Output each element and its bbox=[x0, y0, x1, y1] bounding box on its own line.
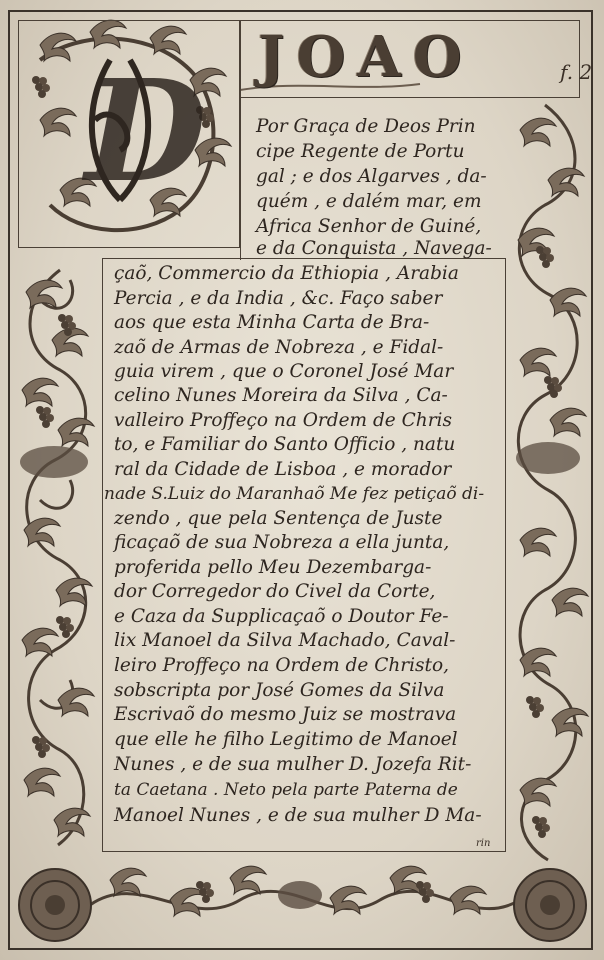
text-line: Africa Senhor de Guiné, bbox=[256, 216, 482, 237]
text-line: ficaçaõ de sua Nobreza a ella junta, bbox=[114, 532, 450, 553]
text-line: to, e Familiar do Santo Officio , natu bbox=[114, 434, 456, 455]
text-line: quém , e dalém mar, em bbox=[256, 191, 482, 212]
text-line: lix Manoel da Silva Machado, Caval- bbox=[114, 630, 456, 651]
initial-letter: D bbox=[85, 50, 207, 214]
text-line: gal ; e dos Algarves , da- bbox=[256, 166, 487, 187]
catchword: rin bbox=[476, 838, 491, 849]
text-line: Por Graça de Deos Prin bbox=[256, 116, 476, 137]
text-line: ta Caetana . Neto pela parte Paterna de bbox=[114, 780, 458, 800]
text-line: leiro Proffeço na Ordem de Christo, bbox=[114, 655, 450, 676]
text-line: celino Nunes Moreira da Silva , Ca- bbox=[114, 385, 448, 406]
text-line: sobscripta por José Gomes da Silva bbox=[114, 680, 445, 701]
text-line: que elle he filho Legitimo de Manoel bbox=[114, 729, 458, 750]
text-line: cipe Regente de Portu bbox=[256, 141, 465, 162]
text-line: dor Corregedor do Civel da Corte, bbox=[114, 581, 436, 602]
text-line: Escrivaõ do mesmo Juiz se mostrava bbox=[114, 704, 457, 725]
text-line: valleiro Proffeço na Ordem de Chris bbox=[114, 410, 452, 431]
text-line: Manoel Nunes , e de sua mulher D Ma- bbox=[114, 805, 482, 826]
text-line: Nunes , e de sua mulher D. Jozefa Rit- bbox=[114, 754, 472, 775]
folio-number: f. 2 bbox=[560, 60, 593, 84]
page-title: JOAO bbox=[258, 24, 474, 90]
text-line: çaõ, Commercio da Ethiopia , Arabia bbox=[114, 263, 459, 284]
text-line: aos que esta Minha Carta de Bra- bbox=[114, 312, 430, 333]
text-line: ral da Cidade de Lisboa , e morador bbox=[114, 459, 452, 480]
text-line: guia virem , que o Coronel José Mar bbox=[114, 361, 454, 382]
text-line: zendo , que pela Sentença de Juste bbox=[114, 508, 443, 529]
text-line: nade S.Luiz do Maranhaõ Me fez petiçaõ di- bbox=[104, 484, 485, 504]
text-line: zaõ de Armas de Nobreza , e Fidal- bbox=[114, 337, 444, 358]
text-line: e da Conquista , Navega- bbox=[256, 238, 492, 259]
text-line: proferida pello Meu Dezembarga- bbox=[114, 557, 432, 578]
text-line: e Caza da Supplicaçaõ o Doutor Fe- bbox=[114, 606, 449, 627]
initial-letter-box bbox=[18, 20, 240, 248]
text-line: Percia , e da India , &c. Faço saber bbox=[114, 288, 443, 309]
